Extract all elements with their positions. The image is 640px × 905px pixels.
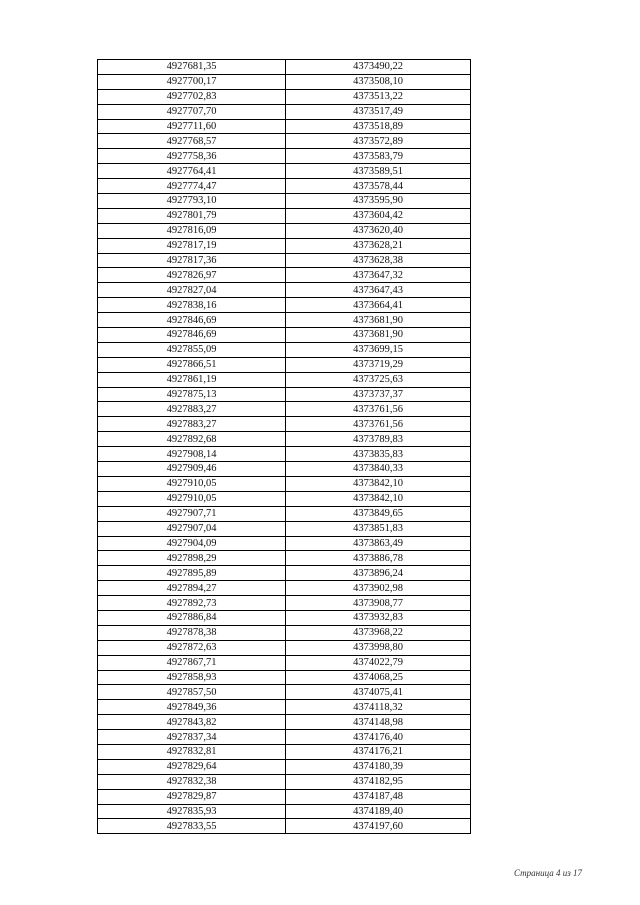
table-row — [98, 566, 471, 581]
x-coordinate-cell: 4927843,82 — [98, 715, 286, 730]
y-coordinate-cell: 4374118,32 — [286, 700, 471, 715]
x-coordinate-cell: 4927910,05 — [98, 476, 286, 491]
y-coordinate-cell: 4373886,78 — [286, 551, 471, 566]
x-coordinate-cell: 4927898,29 — [98, 551, 286, 566]
x-coordinate-cell: 4927829,64 — [98, 759, 286, 774]
y-coordinate-cell: 4373761,56 — [286, 417, 471, 432]
y-coordinate-cell: 4373647,43 — [286, 283, 471, 298]
x-coordinate-cell: 4927872,63 — [98, 640, 286, 655]
table-row — [98, 789, 471, 804]
coordinates-table-body — [98, 60, 471, 834]
y-coordinate-cell: 4373842,10 — [286, 491, 471, 506]
table-row — [98, 715, 471, 730]
x-coordinate-cell: 4927833,55 — [98, 819, 286, 834]
y-coordinate-cell: 4374189,40 — [286, 804, 471, 819]
y-coordinate-cell: 4373842,10 — [286, 476, 471, 491]
table-row — [98, 179, 471, 194]
x-coordinate-cell: 4927846,69 — [98, 313, 286, 328]
table-row — [98, 283, 471, 298]
x-coordinate-cell: 4927793,10 — [98, 194, 286, 209]
table-row — [98, 640, 471, 655]
y-coordinate-cell: 4374148,98 — [286, 715, 471, 730]
table-row — [98, 432, 471, 447]
y-coordinate-cell: 4373849,65 — [286, 506, 471, 521]
y-coordinate-cell: 4373998,80 — [286, 640, 471, 655]
table-row — [98, 700, 471, 715]
x-coordinate-cell: 4927817,36 — [98, 253, 286, 268]
y-coordinate-cell: 4374180,39 — [286, 759, 471, 774]
x-coordinate-cell: 4927768,57 — [98, 134, 286, 149]
x-coordinate-cell: 4927894,27 — [98, 581, 286, 596]
y-coordinate-cell: 4373896,24 — [286, 566, 471, 581]
y-coordinate-cell: 4373719,29 — [286, 357, 471, 372]
table-row — [98, 119, 471, 134]
x-coordinate-cell: 4927867,71 — [98, 655, 286, 670]
table-row — [98, 134, 471, 149]
x-coordinate-cell: 4927832,81 — [98, 744, 286, 759]
x-coordinate-cell: 4927711,60 — [98, 119, 286, 134]
x-coordinate-cell: 4927909,46 — [98, 462, 286, 477]
y-coordinate-cell: 4374068,25 — [286, 670, 471, 685]
x-coordinate-cell: 4927826,97 — [98, 268, 286, 283]
x-coordinate-cell: 4927846,69 — [98, 328, 286, 343]
x-coordinate-cell: 4927835,93 — [98, 804, 286, 819]
x-coordinate-cell: 4927832,38 — [98, 774, 286, 789]
x-coordinate-cell: 4927861,19 — [98, 372, 286, 387]
table-row — [98, 655, 471, 670]
table-row — [98, 670, 471, 685]
x-coordinate-cell: 4927878,38 — [98, 625, 286, 640]
y-coordinate-cell: 4373589,51 — [286, 164, 471, 179]
y-coordinate-cell: 4373968,22 — [286, 625, 471, 640]
x-coordinate-cell: 4927816,09 — [98, 223, 286, 238]
y-coordinate-cell: 4373583,79 — [286, 149, 471, 164]
table-row — [98, 74, 471, 89]
x-coordinate-cell: 4927829,87 — [98, 789, 286, 804]
x-coordinate-cell: 4927774,47 — [98, 179, 286, 194]
y-coordinate-cell: 4374075,41 — [286, 685, 471, 700]
x-coordinate-cell: 4927801,79 — [98, 208, 286, 223]
x-coordinate-cell: 4927758,36 — [98, 149, 286, 164]
table-row — [98, 625, 471, 640]
x-coordinate-cell: 4927875,13 — [98, 387, 286, 402]
x-coordinate-cell: 4927857,50 — [98, 685, 286, 700]
x-coordinate-cell: 4927849,36 — [98, 700, 286, 715]
y-coordinate-cell: 4373789,83 — [286, 432, 471, 447]
x-coordinate-cell: 4927837,34 — [98, 730, 286, 745]
table-row — [98, 536, 471, 551]
y-coordinate-cell: 4373737,37 — [286, 387, 471, 402]
x-coordinate-cell: 4927764,41 — [98, 164, 286, 179]
table-row — [98, 89, 471, 104]
table-row — [98, 104, 471, 119]
x-coordinate-cell: 4927892,68 — [98, 432, 286, 447]
y-coordinate-cell: 4373908,77 — [286, 596, 471, 611]
y-coordinate-cell: 4373604,42 — [286, 208, 471, 223]
y-coordinate-cell: 4374022,79 — [286, 655, 471, 670]
table-row — [98, 357, 471, 372]
y-coordinate-cell: 4374197,60 — [286, 819, 471, 834]
table-row — [98, 447, 471, 462]
x-coordinate-cell: 4927702,83 — [98, 89, 286, 104]
table-row — [98, 402, 471, 417]
y-coordinate-cell: 4373572,89 — [286, 134, 471, 149]
x-coordinate-cell: 4927907,04 — [98, 521, 286, 536]
table-row — [98, 596, 471, 611]
table-row — [98, 194, 471, 209]
y-coordinate-cell: 4373835,83 — [286, 447, 471, 462]
y-coordinate-cell: 4373681,90 — [286, 313, 471, 328]
page-number-footer: Страница 4 из 17 — [514, 868, 582, 878]
table-row — [98, 342, 471, 357]
table-row — [98, 462, 471, 477]
y-coordinate-cell: 4373647,32 — [286, 268, 471, 283]
table-row — [98, 759, 471, 774]
table-row — [98, 298, 471, 313]
table-row — [98, 476, 471, 491]
table-row — [98, 223, 471, 238]
x-coordinate-cell: 4927681,35 — [98, 60, 286, 75]
y-coordinate-cell: 4373490,22 — [286, 60, 471, 75]
y-coordinate-cell: 4373508,10 — [286, 74, 471, 89]
y-coordinate-cell: 4374182,95 — [286, 774, 471, 789]
x-coordinate-cell: 4927907,71 — [98, 506, 286, 521]
table-row — [98, 744, 471, 759]
table-row — [98, 372, 471, 387]
table-row — [98, 551, 471, 566]
table-row — [98, 268, 471, 283]
table-row — [98, 149, 471, 164]
y-coordinate-cell: 4373932,83 — [286, 610, 471, 625]
table-row — [98, 610, 471, 625]
table-row — [98, 328, 471, 343]
table-row — [98, 387, 471, 402]
x-coordinate-cell: 4927904,09 — [98, 536, 286, 551]
x-coordinate-cell: 4927707,70 — [98, 104, 286, 119]
table-row — [98, 581, 471, 596]
y-coordinate-cell: 4374187,48 — [286, 789, 471, 804]
y-coordinate-cell: 4373725,63 — [286, 372, 471, 387]
x-coordinate-cell: 4927858,93 — [98, 670, 286, 685]
y-coordinate-cell: 4373840,33 — [286, 462, 471, 477]
table-row — [98, 208, 471, 223]
x-coordinate-cell: 4927895,89 — [98, 566, 286, 581]
x-coordinate-cell: 4927700,17 — [98, 74, 286, 89]
y-coordinate-cell: 4373863,49 — [286, 536, 471, 551]
y-coordinate-cell: 4373578,44 — [286, 179, 471, 194]
x-coordinate-cell: 4927892,73 — [98, 596, 286, 611]
y-coordinate-cell: 4373761,56 — [286, 402, 471, 417]
table-row — [98, 774, 471, 789]
y-coordinate-cell: 4373628,21 — [286, 238, 471, 253]
x-coordinate-cell: 4927866,51 — [98, 357, 286, 372]
y-coordinate-cell: 4374176,21 — [286, 744, 471, 759]
y-coordinate-cell: 4373681,90 — [286, 328, 471, 343]
x-coordinate-cell: 4927855,09 — [98, 342, 286, 357]
y-coordinate-cell: 4373595,90 — [286, 194, 471, 209]
table-row — [98, 804, 471, 819]
x-coordinate-cell: 4927838,16 — [98, 298, 286, 313]
table-row — [98, 164, 471, 179]
y-coordinate-cell: 4373620,40 — [286, 223, 471, 238]
y-coordinate-cell: 4373699,15 — [286, 342, 471, 357]
table-row — [98, 506, 471, 521]
table-row — [98, 60, 471, 75]
table-row — [98, 730, 471, 745]
x-coordinate-cell: 4927883,27 — [98, 417, 286, 432]
table-row — [98, 417, 471, 432]
x-coordinate-cell: 4927883,27 — [98, 402, 286, 417]
table-row — [98, 238, 471, 253]
x-coordinate-cell: 4927908,14 — [98, 447, 286, 462]
coordinates-table — [97, 59, 471, 834]
table-row — [98, 685, 471, 700]
y-coordinate-cell: 4373517,49 — [286, 104, 471, 119]
y-coordinate-cell: 4373664,41 — [286, 298, 471, 313]
y-coordinate-cell: 4373628,38 — [286, 253, 471, 268]
table-row — [98, 521, 471, 536]
y-coordinate-cell: 4373902,98 — [286, 581, 471, 596]
table-row — [98, 491, 471, 506]
x-coordinate-cell: 4927817,19 — [98, 238, 286, 253]
x-coordinate-cell: 4927886,84 — [98, 610, 286, 625]
x-coordinate-cell: 4927910,05 — [98, 491, 286, 506]
table-row — [98, 253, 471, 268]
x-coordinate-cell: 4927827,04 — [98, 283, 286, 298]
y-coordinate-cell: 4373513,22 — [286, 89, 471, 104]
table-row — [98, 819, 471, 834]
y-coordinate-cell: 4373851,83 — [286, 521, 471, 536]
y-coordinate-cell: 4374176,40 — [286, 730, 471, 745]
y-coordinate-cell: 4373518,89 — [286, 119, 471, 134]
table-row — [98, 313, 471, 328]
